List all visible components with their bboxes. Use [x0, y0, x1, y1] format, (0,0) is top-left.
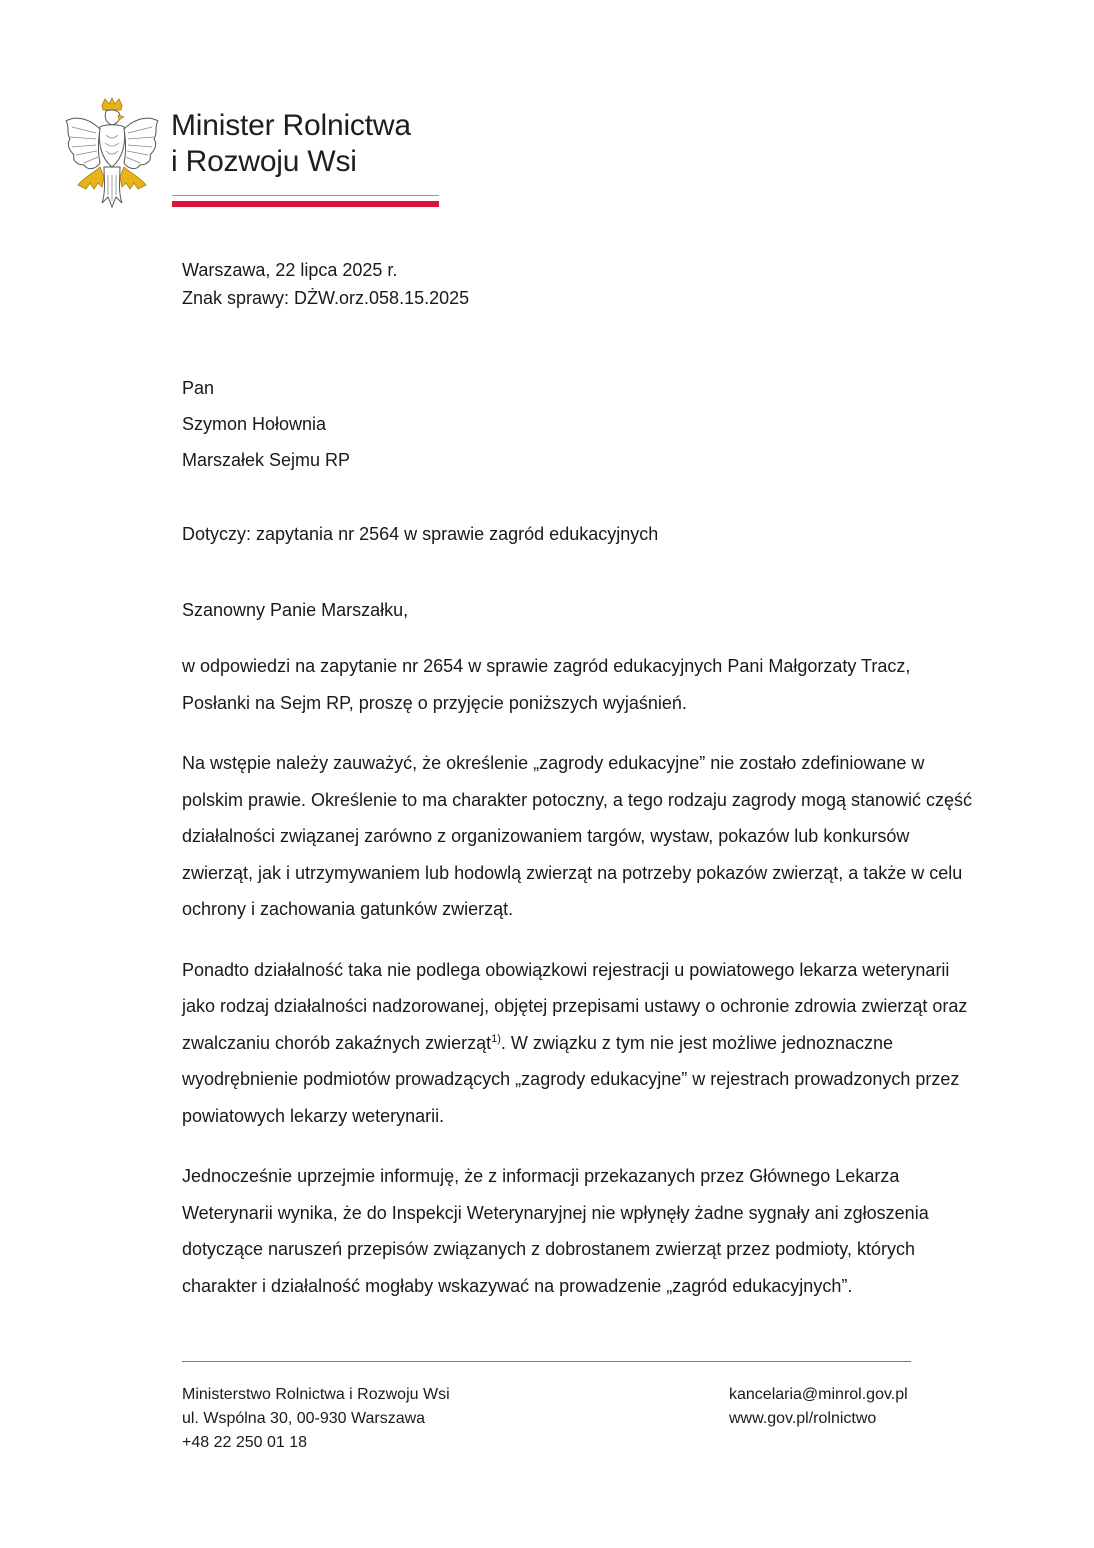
paragraph-4 [182, 1158, 982, 1304]
case-reference: Znak sprawy: DŻW.orz.058.15.2025 [182, 288, 470, 308]
ministry-title [171, 108, 411, 180]
footer-divider [182, 1361, 911, 1362]
place-date: Warszawa, 22 lipca 2025 r. [182, 260, 398, 280]
footer-email: kancelaria@minrol.gov.pl [729, 1386, 908, 1403]
addressee-title: Pan [182, 378, 215, 398]
salutation: Szanowny Panie Marszałku, [182, 600, 409, 620]
header-red-bar [172, 201, 439, 207]
footer-contact-left [182, 1383, 450, 1455]
polish-eagle-emblem-icon [60, 97, 164, 209]
paragraph-text: Na wstępie należy zauważyć, że określenie „zagrody edukacyjne” nie zostało zdefiniowane w polskim prawie. Określenie to ma charakter potoczny, a tego rodzaju zagrody mogą stanowić część działalności związanej zarówno z organizowaniem targów, wystaw, pokazów lub konkursów zwierząt, jak i utrzymywaniem lub hodowlą zwierząt na potrzeby pokazów zwierząt, a także w celu ochrony i zachowania gatunków zwierząt. [182, 753, 973, 919]
paragraph-text: w odpowiedzi na zapytanie nr 2654 w sprawie zagród edukacyjnych Pani Małgorzaty Tracz, Posłanki na Sejm RP, proszę o przyjęcie poniższych wyjaśnień. [182, 656, 911, 713]
footer-contact-right [729, 1383, 908, 1431]
ministry-title-line2: i Rozwoju Wsi [171, 145, 357, 178]
paragraph-text-part: Ponadto działalność taka nie podlega obowiązkowi rejestracji u powiatowego lekarza weterynarii jako rodzaj działalności nadzorowanej, objętej przepisami ustawy o ochronie zdrowia zwierząt oraz zwalczaniu chorób zakaźnych zwierząt [182, 959, 968, 1053]
footer-phone: +48 22 250 01 18 [182, 1434, 308, 1451]
footnote-mark: 1) [491, 1032, 501, 1045]
footer-address: ul. Wspólna 30, 00-930 Warszawa [182, 1410, 426, 1427]
footer-org-name: Ministerstwo Rolnictwa i Rozwoju Wsi [182, 1386, 450, 1403]
ministry-title-line1: Minister Rolnictwa [171, 109, 411, 142]
paragraph-1 [182, 648, 982, 721]
footer-website: www.gov.pl/rolnictwo [729, 1410, 877, 1427]
paragraph-2 [182, 745, 982, 928]
paragraph-text: Jednocześnie uprzejmie informuję, że z informacji przekazanych przez Głównego Lekarza Weterynarii wynika, że do Inspekcji Weterynaryjnej nie wpłynęły żadne sygnały ani zgłoszenia dotyczące naruszeń przepisów związanych z dobrostanem zwierząt przez podmioty, których charakter i działalność mogłaby wskazywać na prowadzenie „zagród edukacyjnych”. [182, 1166, 929, 1296]
header-divider [172, 195, 439, 196]
paragraph-text [182, 952, 982, 1135]
addressee-position: Marszałek Sejmu RP [182, 450, 351, 470]
subject-line: Dotyczy: zapytania nr 2564 w sprawie zagród edukacyjnych [182, 524, 659, 544]
addressee-block [182, 370, 982, 478]
paragraph-3 [182, 952, 982, 1135]
letter-body [182, 256, 982, 1304]
addressee-name: Szymon Hołownia [182, 414, 327, 434]
paragraph-text-part: . W związku z tym nie jest możliwe jednoznaczne wyodrębnienie podmiotów prowadzących „zagrody edukacyjne” w rejestrach prowadzonych przez powiatowych lekarzy weterynarii. [182, 1032, 960, 1126]
